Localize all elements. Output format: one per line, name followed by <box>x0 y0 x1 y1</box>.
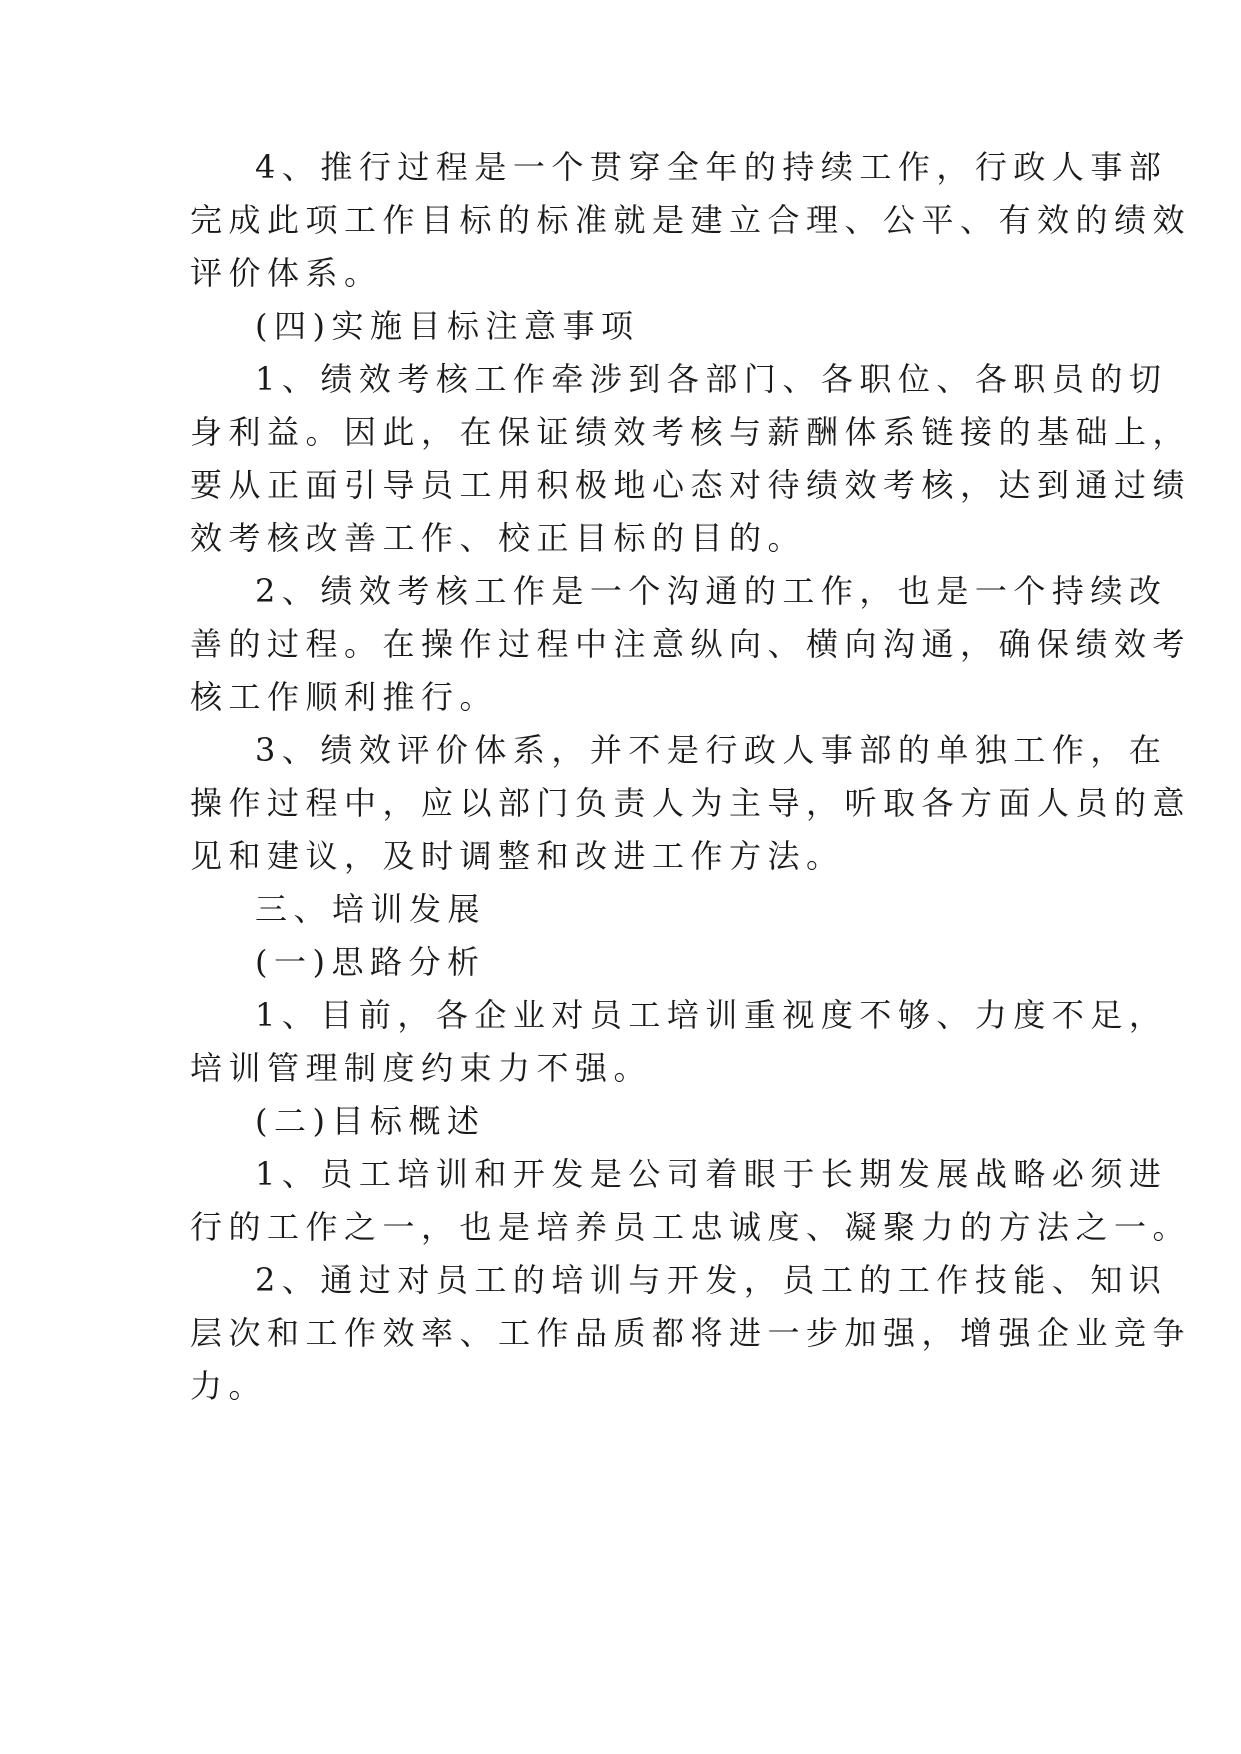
text-line: 3、绩效评价体系，并不是行政人事部的单独工作，在 <box>255 731 1168 769</box>
text-line: 2、绩效考核工作是一个沟通的工作，也是一个持续改 <box>255 572 1168 610</box>
text-line: 善的过程。在操作过程中注意纵向、横向沟通，确保绩效考 <box>190 625 1192 663</box>
text-line: 1、目前，各企业对员工培训重视度不够、力度不足， <box>255 996 1168 1034</box>
text-line: 层次和工作效率、工作品质都将进一步加强，增强企业竞争 <box>190 1314 1192 1352</box>
text-line: 2、通过对员工的培训与开发，员工的工作技能、知识 <box>255 1261 1168 1299</box>
text-line: 培训管理制度约束力不强。 <box>190 1049 653 1087</box>
section-heading: (四)实施目标注意事项 <box>255 307 640 345</box>
text-line: 力。 <box>190 1367 268 1405</box>
text-line: 效考核改善工作、校正目标的目的。 <box>190 519 807 557</box>
text-line: 操作过程中，应以部门负责人为主导，听取各方面人员的意 <box>190 784 1192 822</box>
section-heading: 三、培训发展 <box>255 890 487 928</box>
text-line: 4、推行过程是一个贯穿全年的持续工作，行政人事部 <box>255 148 1168 186</box>
text-line: 要从正面引导员工用积极地心态对待绩效考核，达到通过绩 <box>190 466 1192 504</box>
section-heading: (一)思路分析 <box>255 943 486 981</box>
text-line: 完成此项工作目标的标准就是建立合理、公平、有效的绩效 <box>190 201 1192 239</box>
text-line: 身利益。因此，在保证绩效考核与薪酬体系链接的基础上， <box>190 413 1192 451</box>
section-heading: (二)目标概述 <box>255 1102 486 1140</box>
text-line: 评价体系。 <box>190 254 383 292</box>
text-line: 1、员工培训和开发是公司着眼于长期发展战略必须进 <box>255 1155 1168 1193</box>
text-line: 核工作顺利推行。 <box>190 678 499 716</box>
text-line: 见和建议，及时调整和改进工作方法。 <box>190 837 845 875</box>
text-line: 行的工作之一，也是培养员工忠诚度、凝聚力的方法之一。 <box>190 1208 1192 1246</box>
text-line: 1、绩效考核工作牵涉到各部门、各职位、各职员的切 <box>255 360 1168 398</box>
